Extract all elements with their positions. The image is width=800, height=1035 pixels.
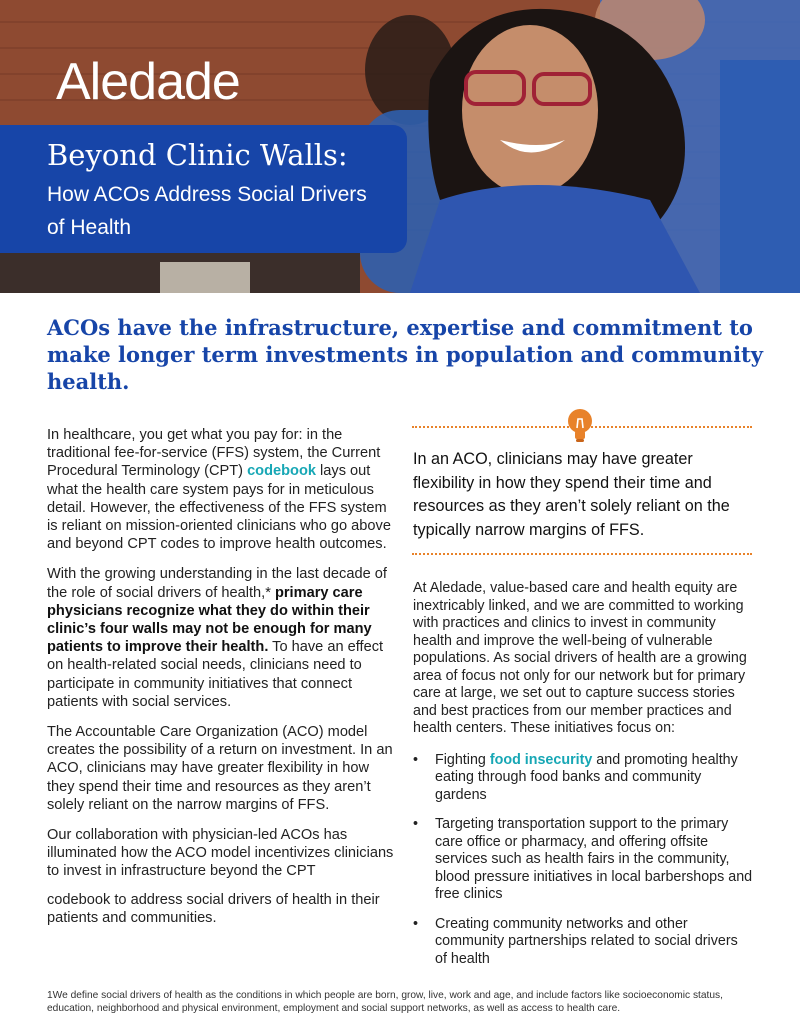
- food-insecurity-link[interactable]: food insecurity: [489, 751, 593, 768]
- bullet-icon: •: [413, 816, 419, 832]
- callout-quote: In an ACO, clinicians may have greater flexibility in how they spend their time and resources as they aren’t solely reliant on the typically narrow margins of FFS.: [413, 450, 730, 539]
- paragraph-social-drivers-text: With the growing understanding in the last decade of the role of social drivers of health,*: [47, 566, 387, 601]
- list-item-text: Targeting transportation support to the primary care office or pharmacy, and offering offsite services such as health fairs in the community, blood pressure initiatives in local barbershops and free clinics: [435, 816, 753, 902]
- paragraph-social-drivers: [47, 565, 397, 711]
- paragraph-social-drivers-end: To have an effect on health-related social needs, clinicians need to participate in community initiatives that connect patients with social services.: [47, 639, 384, 710]
- paragraph-aledade-intro: At Aledade, value-based care and health equity are inextricably linked, and we are committed to working with practices and clinics to invest in community health and improve the well-being of vulnerable populations. As social drivers of health are a growing area of focus not only for our network but for primary care at large, we set out to capture success stories and best practices from our member practices and health centers. These initiatives focus on:: [413, 580, 747, 736]
- list-item-text: Creating community networks and other community partnerships related to social drivers of health: [435, 915, 738, 967]
- paragraph-collaboration: Our collaboration with physician-led ACOs has illuminated how the ACO model incentivizes clinicians to invest in infrastructure beyond the CPT: [47, 827, 394, 880]
- paragraph-intro-text: In healthcare, you get what you pay for: in the traditional fee-for-service (FFS) system, the Current Procedural Terminology (CPT): [47, 427, 381, 480]
- left-column: [47, 426, 397, 939]
- paragraph-aco-model: The Accountable Care Organization (ACO) model creates the possibility of a return on investment. In an ACO, clinicians may have greater flexibility in how they spend their time and resources as they aren’t solely reliant on the narrow margins of FFS.: [47, 724, 393, 813]
- bullet-icon: •: [413, 915, 419, 932]
- codebook-link[interactable]: codebook: [247, 463, 316, 480]
- hero-banner: [0, 0, 800, 293]
- paragraph-social-drivers-bold: primary care physicians recognize what they do within their clinic’s four walls may not be enough for many patients to improve their health.: [47, 584, 372, 656]
- lightbulb-icon: [567, 408, 593, 444]
- page-subtitle: How ACOs Address Social Drivers of Health: [47, 183, 367, 239]
- paragraph-intro-text-end: lays out what the health care system pays for in meticulous detail. However, the effectiveness of the FFS system is reliant on mission-oriented clinicians who go above and beyond CPT codes to improve health outcomes.: [47, 463, 391, 553]
- paragraph-intro: [47, 426, 397, 553]
- list-item-text: Fighting: [435, 751, 490, 768]
- right-column: [413, 580, 753, 980]
- paragraph-collaboration-cont: codebook to address social drivers of health in their patients and communities.: [47, 891, 380, 926]
- bullet-icon: •: [413, 751, 419, 768]
- footnote: 1We define social drivers of health as the conditions in which people are born, grow, live, work and age, and include factors like socioeconomic status, education, neighborhood and physical environment, employment and social support networks, as well as access to health care.: [47, 990, 723, 1014]
- list-item: [413, 816, 753, 904]
- page-title: Beyond Clinic Walls:: [47, 138, 348, 172]
- callout-bottom-divider: [412, 553, 752, 555]
- aledade-logo: Aledade: [56, 53, 240, 111]
- headline: ACOs have the infrastructure, expertise and commitment to make longer term investments in population and community health.: [47, 315, 763, 394]
- list-item: [413, 752, 753, 805]
- initiatives-list: [413, 752, 753, 969]
- list-item: [413, 916, 753, 969]
- list-item-text-end: and promoting healthy eating through food banks and community gardens: [435, 751, 738, 803]
